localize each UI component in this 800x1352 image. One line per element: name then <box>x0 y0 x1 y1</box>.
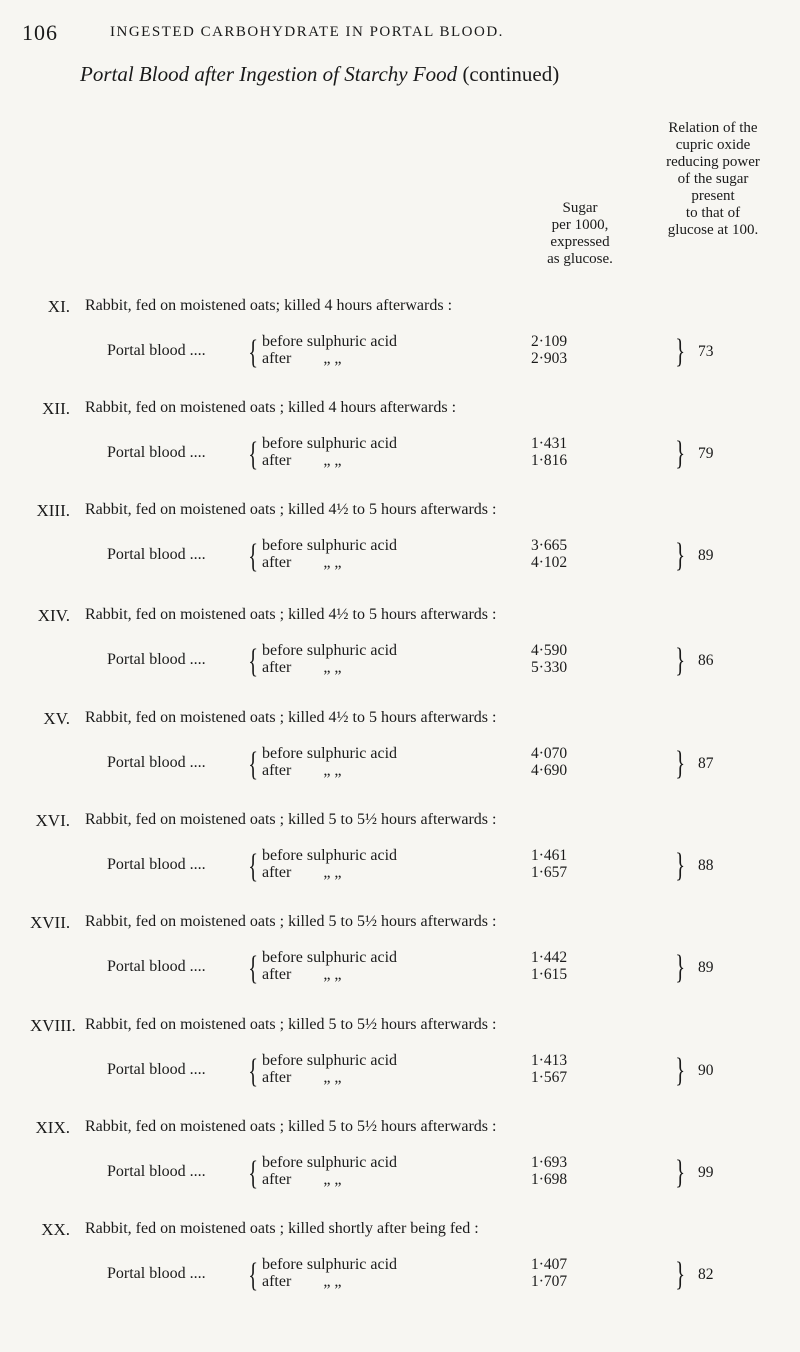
ditto-marks: „ „ <box>323 1273 342 1290</box>
before-label: before sulphuric acid <box>262 1256 398 1273</box>
table-title <box>80 62 559 87</box>
left-brace: { <box>248 848 259 885</box>
before-label: before sulphuric acid <box>262 333 398 350</box>
after-word: after <box>262 1273 292 1290</box>
value-after: 1·707 <box>531 1273 568 1290</box>
after-word: after <box>262 864 292 881</box>
relation-value: 73 <box>698 343 714 360</box>
value-before: 2·109 <box>531 333 568 350</box>
entry-description: Rabbit, fed on moistened oats; killed 4 hours afterwards : <box>85 297 453 314</box>
entry-description: Rabbit, fed on moistened oats ; killed 5 to 5½ hours afterwards : <box>85 913 497 930</box>
portal-blood-label: Portal blood .... <box>107 342 206 359</box>
value-before: 3·665 <box>531 537 568 554</box>
portal-blood-label: Portal blood .... <box>107 754 206 771</box>
entry-number: XIII. <box>36 501 70 520</box>
relation-value: 82 <box>698 1266 714 1283</box>
value-before: 1·442 <box>531 949 568 966</box>
entry <box>0 709 800 814</box>
entry-description: Rabbit, fed on moistened oats ; killed 4½ to 5 hours afterwards : <box>85 709 497 726</box>
right-brace: } <box>675 537 686 574</box>
entry-description: Rabbit, fed on moistened oats ; killed 4 hours afterwards : <box>85 399 457 416</box>
entry-description: Rabbit, fed on moistened oats ; killed shortly after being fed : <box>85 1220 479 1237</box>
entry <box>0 399 800 504</box>
entry-number: XIV. <box>37 606 70 625</box>
entry-number: XVIII. <box>30 1016 76 1035</box>
ditto-marks: „ „ <box>323 554 342 571</box>
after-label <box>262 554 342 572</box>
after-word: after <box>262 659 292 676</box>
ditto-marks: „ „ <box>323 864 342 881</box>
relation-value: 88 <box>698 857 714 874</box>
right-brace: } <box>675 745 686 782</box>
portal-blood-label: Portal blood .... <box>107 1265 206 1282</box>
portal-blood-label: Portal blood .... <box>107 1163 206 1180</box>
after-label <box>262 1069 342 1087</box>
entry-description: Rabbit, fed on moistened oats ; killed 4½ to 5 hours afterwards : <box>85 501 497 518</box>
before-label: before sulphuric acid <box>262 1154 398 1171</box>
after-word: after <box>262 762 292 779</box>
right-brace: } <box>675 333 686 370</box>
relation-value: 86 <box>698 652 714 669</box>
value-after: 4·102 <box>531 554 568 571</box>
before-label: before sulphuric acid <box>262 949 398 966</box>
value-before: 1·693 <box>531 1154 568 1171</box>
entry <box>0 1118 800 1223</box>
value-after: 2·903 <box>531 350 568 367</box>
before-label: before sulphuric acid <box>262 847 398 864</box>
before-label: before sulphuric acid <box>262 745 398 762</box>
after-word: after <box>262 966 292 983</box>
ditto-marks: „ „ <box>323 659 342 676</box>
after-word: after <box>262 350 292 367</box>
portal-blood-label: Portal blood .... <box>107 546 206 563</box>
ditto-marks: „ „ <box>323 1069 342 1086</box>
entry-description: Rabbit, fed on moistened oats ; killed 5 to 5½ hours afterwards : <box>85 811 497 828</box>
left-brace: { <box>248 1155 259 1192</box>
value-after: 1·657 <box>531 864 568 881</box>
entry-number: XIX. <box>35 1118 70 1137</box>
entry-description: Rabbit, fed on moistened oats ; killed 5 to 5½ hours afterwards : <box>85 1118 497 1135</box>
value-before: 1·413 <box>531 1052 568 1069</box>
left-brace: { <box>248 436 259 473</box>
after-label <box>262 350 342 368</box>
left-brace: { <box>248 950 259 987</box>
portal-blood-label: Portal blood .... <box>107 856 206 873</box>
value-before: 1·431 <box>531 435 568 452</box>
left-brace: { <box>248 746 259 783</box>
value-after: 5·330 <box>531 659 568 676</box>
entry <box>0 811 800 916</box>
entry-number: XVII. <box>30 913 71 932</box>
ditto-marks: „ „ <box>323 762 342 779</box>
after-word: after <box>262 554 292 571</box>
entry <box>0 501 800 606</box>
value-before: 4·590 <box>531 642 568 659</box>
column-header-relation: Relation of the cupric oxide reducing power of the sugar present to that of glucose at 100. <box>666 120 760 238</box>
right-brace: } <box>675 949 686 986</box>
relation-value: 89 <box>698 959 714 976</box>
after-label <box>262 966 342 984</box>
entry-number: XI. <box>47 297 70 316</box>
value-before: 4·070 <box>531 745 568 762</box>
right-brace: } <box>675 1256 686 1293</box>
before-label: before sulphuric acid <box>262 1052 398 1069</box>
before-label: before sulphuric acid <box>262 642 398 659</box>
left-brace: { <box>248 1053 259 1090</box>
portal-blood-label: Portal blood .... <box>107 444 206 461</box>
portal-blood-label: Portal blood .... <box>107 651 206 668</box>
entry <box>0 297 800 402</box>
after-word: after <box>262 1171 292 1188</box>
title-italic: Portal Blood after Ingestion of Starchy Food <box>80 62 458 86</box>
value-after: 1·816 <box>531 452 568 469</box>
left-brace: { <box>248 334 259 371</box>
right-brace: } <box>675 1052 686 1089</box>
right-brace: } <box>675 1154 686 1191</box>
before-label: before sulphuric acid <box>262 435 398 452</box>
after-label <box>262 659 342 677</box>
after-label <box>262 864 342 882</box>
entry <box>0 913 800 1018</box>
value-before: 1·407 <box>531 1256 568 1273</box>
column-header-sugar: Sugar per 1000, expressed as glucose. <box>547 200 613 267</box>
entry <box>0 606 800 711</box>
relation-value: 79 <box>698 445 714 462</box>
value-after: 4·690 <box>531 762 568 779</box>
relation-value: 99 <box>698 1164 714 1181</box>
page-header <box>0 20 800 50</box>
ditto-marks: „ „ <box>323 452 342 469</box>
ditto-marks: „ „ <box>323 966 342 983</box>
after-word: after <box>262 452 292 469</box>
after-label <box>262 1273 342 1291</box>
running-head: INGESTED CARBOHYDRATE IN PORTAL BLOOD. <box>110 24 504 40</box>
relation-value: 87 <box>698 755 714 772</box>
before-label: before sulphuric acid <box>262 537 398 554</box>
entry-number: XV. <box>43 709 70 728</box>
page-number: 106 <box>22 20 58 45</box>
entry <box>0 1016 800 1121</box>
entry-number: XVI. <box>35 811 70 830</box>
entry-description: Rabbit, fed on moistened oats ; killed 4½ to 5 hours afterwards : <box>85 606 497 623</box>
right-brace: } <box>675 435 686 472</box>
left-brace: { <box>248 1257 259 1294</box>
relation-value: 89 <box>698 547 714 564</box>
value-before: 1·461 <box>531 847 568 864</box>
portal-blood-label: Portal blood .... <box>107 958 206 975</box>
after-label <box>262 452 342 470</box>
left-brace: { <box>248 538 259 575</box>
portal-blood-label: Portal blood .... <box>107 1061 206 1078</box>
value-after: 1·615 <box>531 966 568 983</box>
after-word: after <box>262 1069 292 1086</box>
entry <box>0 1220 800 1325</box>
ditto-marks: „ „ <box>323 350 342 367</box>
entry-number: XII. <box>42 399 70 418</box>
entry-number: XX. <box>41 1220 70 1239</box>
left-brace: { <box>248 643 259 680</box>
title-suffix: (continued) <box>462 62 560 86</box>
value-after: 1·567 <box>531 1069 568 1086</box>
after-label <box>262 762 342 780</box>
relation-value: 90 <box>698 1062 714 1079</box>
value-after: 1·698 <box>531 1171 568 1188</box>
right-brace: } <box>675 642 686 679</box>
after-label <box>262 1171 342 1189</box>
ditto-marks: „ „ <box>323 1171 342 1188</box>
right-brace: } <box>675 847 686 884</box>
entry-description: Rabbit, fed on moistened oats ; killed 5 to 5½ hours afterwards : <box>85 1016 497 1033</box>
